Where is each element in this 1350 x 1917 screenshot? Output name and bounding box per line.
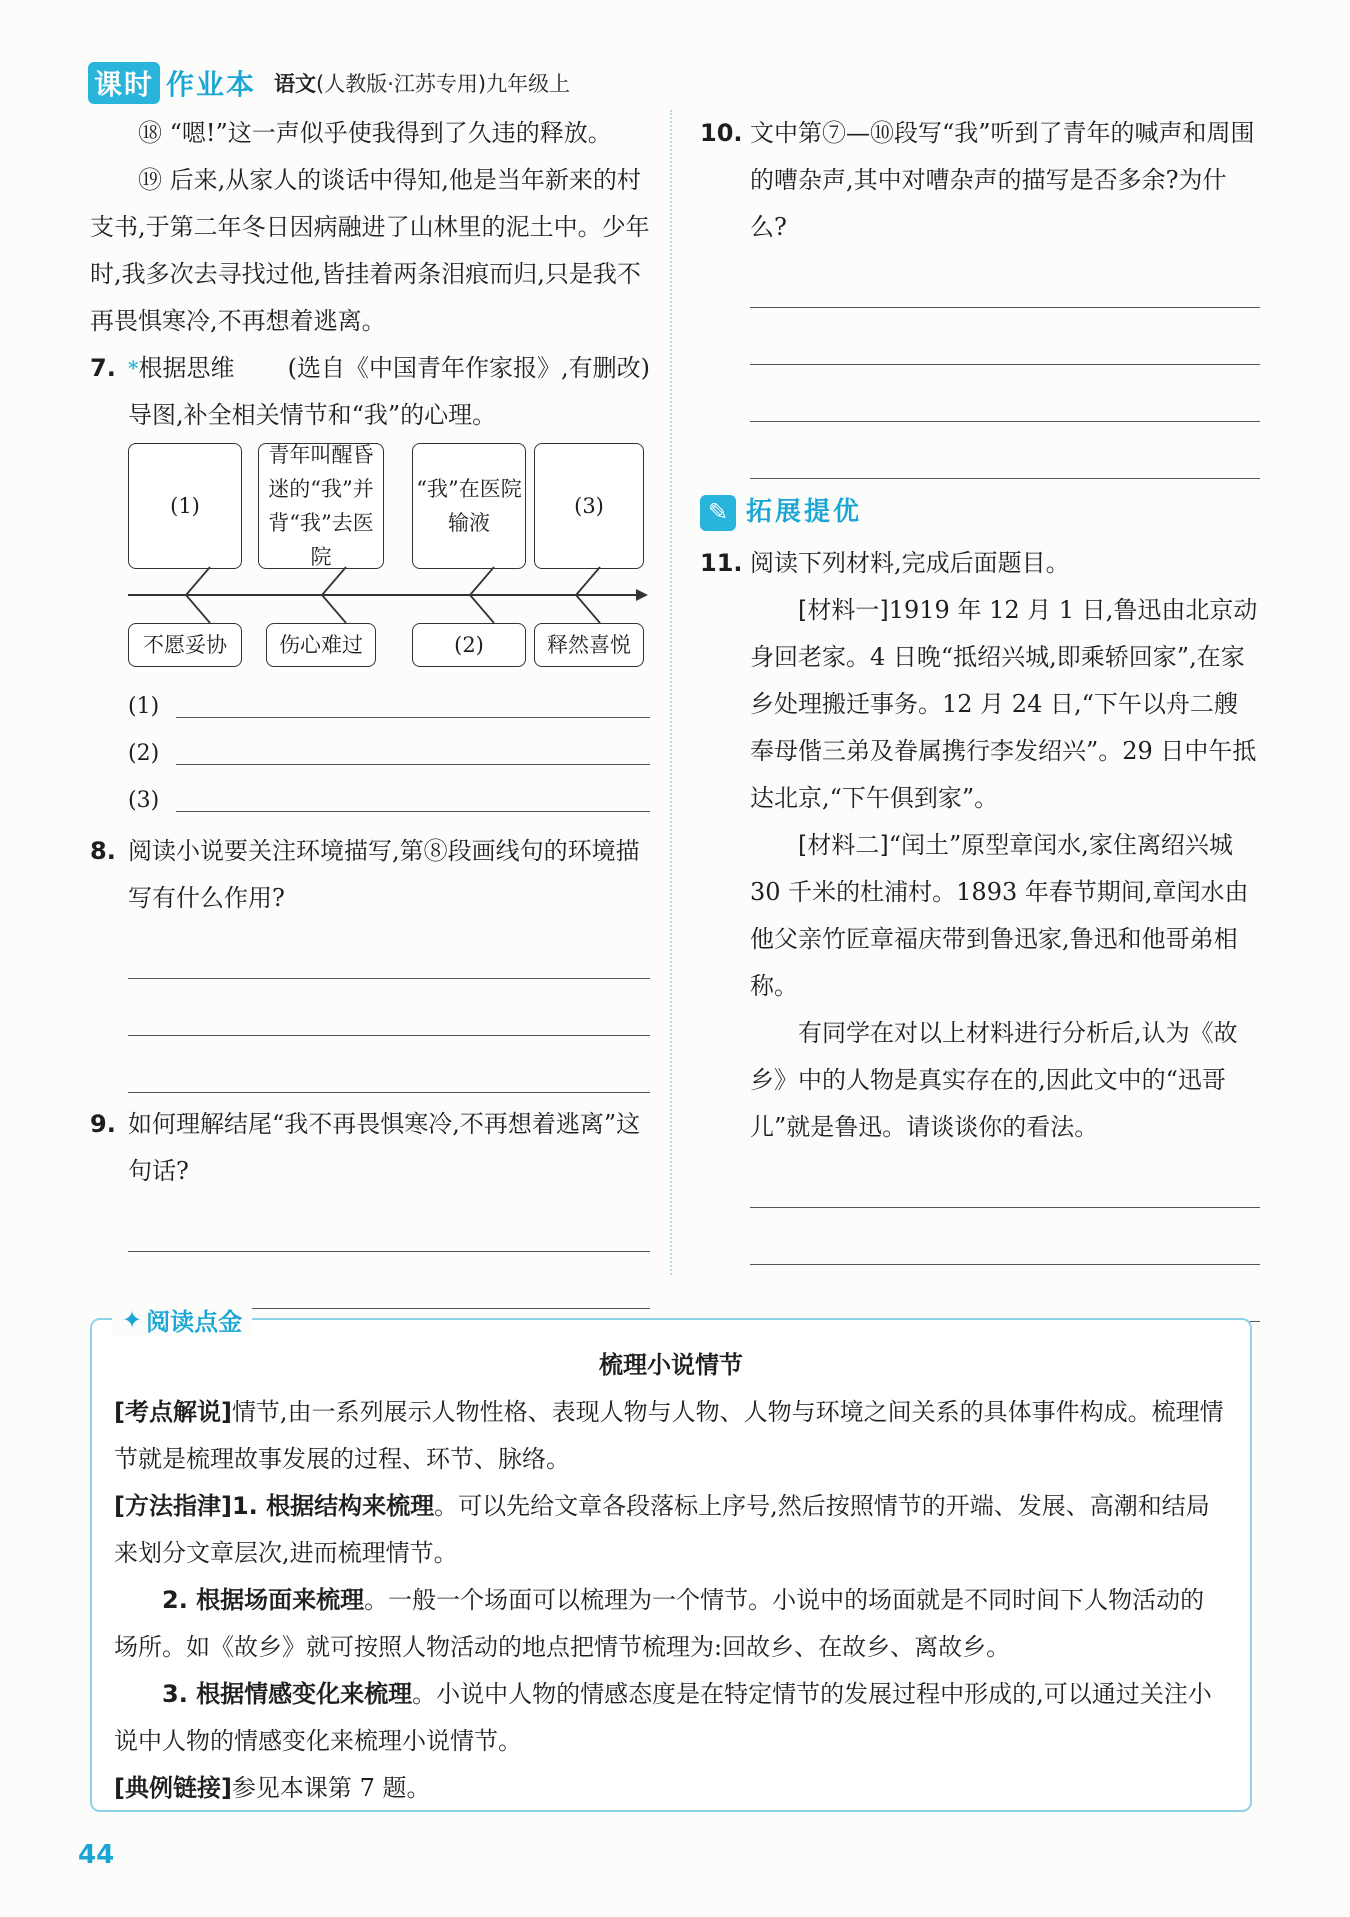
tips-method-3: 3. 根据情感变化来梳理。小说中人物的情感态度是在特定情节的发展过程中形成的,可以通过关注小说中人物的情感变化来梳理小说情节。 — [114, 1680, 1212, 1755]
answer-line[interactable] — [128, 1036, 650, 1093]
answer-line[interactable]: (1) — [90, 683, 650, 730]
answer-line[interactable] — [750, 308, 1260, 365]
brand-name: 作业本 — [166, 68, 257, 101]
question-8: 8. 阅读小说要关注环境描写,第⑧段画线句的环境描写有什么作用? — [90, 837, 640, 912]
column-divider — [670, 110, 672, 1275]
tips-exam-point: [考点解说]情节,由一系列展示人物性格、表现人物与人物、人物与环境之间关系的具体事件构成。梳理情节就是梳理故事发展的过程、环节、脉络。 — [114, 1398, 1224, 1473]
feeling-box-3: (2) — [412, 623, 526, 667]
pencil-icon: ✎ — [700, 495, 736, 531]
tips-method-2: 2. 根据场面来梳理。一般一个场面可以梳理为一个情节。小说中的场面就是不同时间下人物活动的场所。如《故乡》就可按照人物活动的地点把情节梳理为:回故乡、在故乡、离故乡。 — [114, 1586, 1205, 1661]
answer-line[interactable] — [128, 979, 650, 1036]
answer-line[interactable] — [128, 1195, 650, 1252]
tips-title: 梳理小说情节 — [599, 1351, 743, 1379]
page-header — [88, 58, 570, 108]
plot-box-2: 青年叫醒昏迷的“我”并背“我”去医院 — [258, 443, 384, 569]
brand-logo: 课时 — [88, 62, 160, 104]
extension-heading — [700, 489, 1260, 536]
material-2: [材料二]“闰土”原型章闰水,家住离绍兴城 30 千米的杜浦村。1893 年春节期间,章闰水由他父亲竹匠章福庆带到鲁迅家,鲁迅和他哥弟相称。 — [750, 831, 1249, 1000]
feeling-box-4: 释然喜悦 — [534, 623, 644, 667]
question-7: 7. *根据思维导图,补全相关情节和“我”的心理。 — [90, 354, 497, 429]
question-10: 10. 文中第⑦—⑩段写“我”听到了青年的喊声和周围的嘈杂声,其中对嘈杂声的描写是否多余?为什么? — [700, 119, 1255, 241]
answer-line[interactable] — [750, 1151, 1260, 1208]
feeling-box-1: 不愿妥协 — [128, 623, 242, 667]
material-1: [材料一]1919 年 12 月 1 日,鲁迅由北京动身回老家。4 日晚“抵绍兴城,即乘轿回家”,在家乡处理搬迁事务。12 月 24 日,“下午以舟二艘奉母偕三弟及眷属携行李发绍兴”。29 日中午抵达北京,“下午俱到家”。 — [750, 596, 1258, 812]
plot-box-1: (1) — [128, 443, 242, 569]
left-column — [90, 110, 650, 1309]
right-column — [700, 110, 1260, 1322]
extension-title: 拓展提优 — [746, 497, 863, 527]
feeling-box-2: 伤心难过 — [266, 623, 376, 667]
star-icon: * — [128, 356, 139, 380]
question-9: 9. 如何理解结尾“我不再畏惧寒冷,不再想着逃离”这句话? — [90, 1110, 641, 1185]
tips-example-link: [典例链接]参见本课第 7 题。 — [114, 1774, 431, 1802]
reading-tips-box — [90, 1305, 1252, 1812]
passage-source: (选自《中国青年作家报》,有删改) — [287, 354, 650, 382]
answer-line[interactable] — [128, 1252, 650, 1309]
sparkle-icon: ✦ — [122, 1305, 143, 1334]
fishbone-diagram — [90, 443, 650, 683]
question-11-task: 有同学在对以上材料进行分析后,认为《故乡》中的人物是真实存在的,因此文中的“迅哥儿”就是鲁迅。请谈谈你的看法。 — [750, 1019, 1238, 1141]
answer-line[interactable] — [750, 365, 1260, 422]
answer-line[interactable]: (2) — [90, 730, 650, 777]
answer-line[interactable] — [750, 1265, 1260, 1322]
reading-tips-tag: ✦ 阅读点金 — [112, 1302, 252, 1337]
question-11: 11. 阅读下列材料,完成后面题目。 — [700, 549, 1070, 577]
plot-box-4: (3) — [534, 443, 644, 569]
answer-line[interactable] — [128, 922, 650, 979]
page-number: 44 — [78, 1840, 115, 1870]
answer-line[interactable] — [750, 422, 1260, 479]
tips-method-1: [方法指津]1. 根据结构来梳理。可以先给文章各段落标上序号,然后按照情节的开端、发展、高潮和结局来划分文章层次,进而梳理情节。 — [114, 1492, 1210, 1567]
answer-line[interactable] — [750, 1208, 1260, 1265]
paragraph-18: ⑱ “嗯!”这一声似乎使我得到了久违的释放。 — [138, 119, 612, 147]
book-info: 语文(人教版·江苏专用)九年级上 — [274, 72, 571, 96]
paragraph-19: ⑲ 后来,从家人的谈话中得知,他是当年新来的村支书,于第二年冬日因病融进了山林里的泥土中。少年时,我多次去寻找过他,皆挂着两条泪痕而归,只是我不再畏惧寒冷,不再想着逃离。 (选自《中国青年作家报》,有删改) — [90, 157, 650, 345]
answer-line[interactable]: (3) — [90, 777, 650, 824]
answer-line[interactable] — [750, 251, 1260, 308]
plot-box-3: “我”在医院输液 — [412, 443, 526, 569]
